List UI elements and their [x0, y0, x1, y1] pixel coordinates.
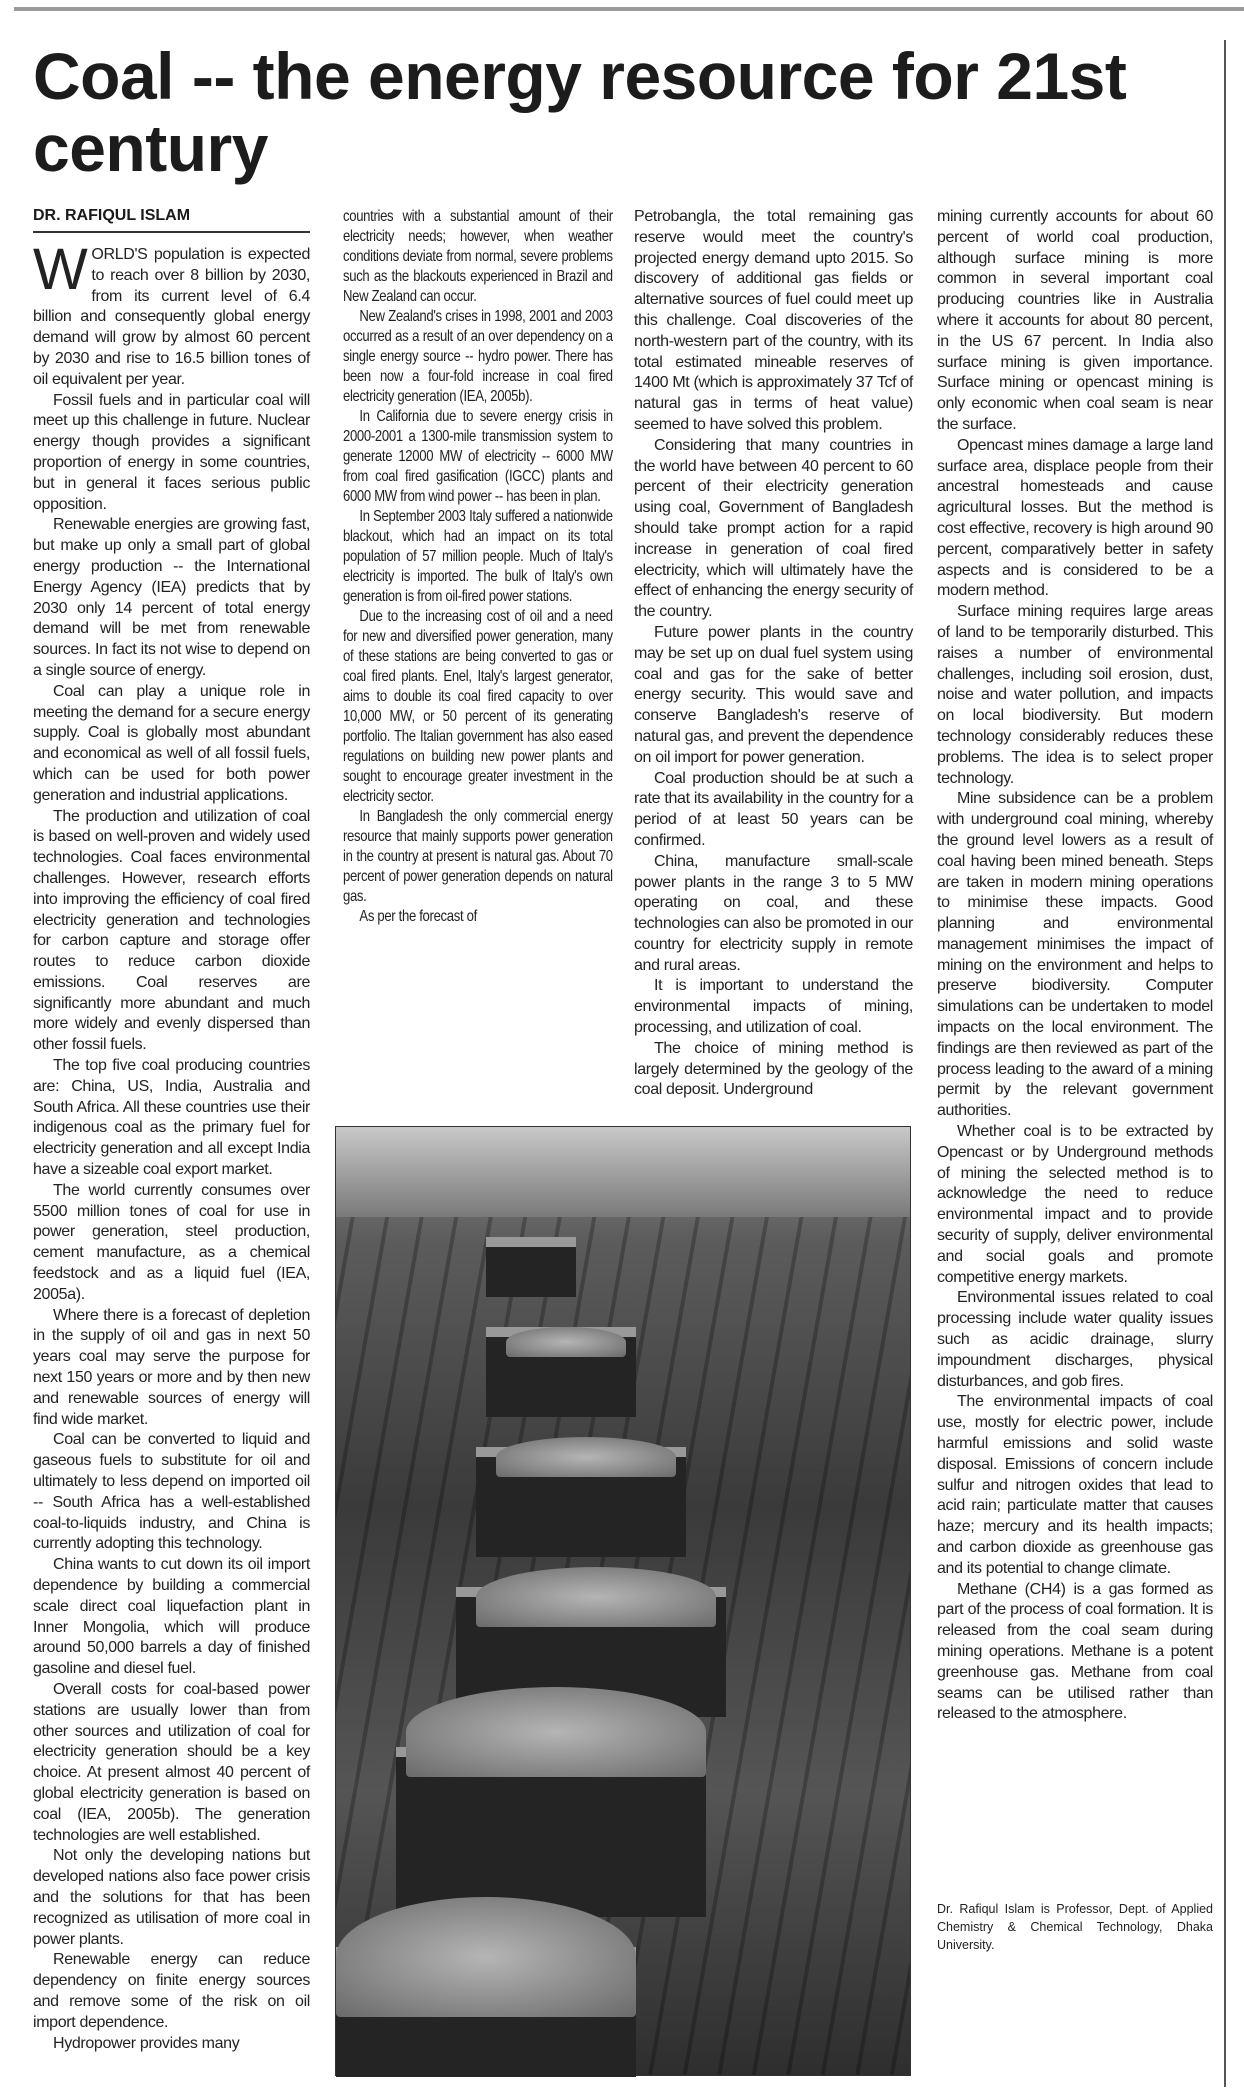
paragraph-text: The top five coal producing countries are: China, US, India, Australia and South Africa. All these countries use their indigenous coal as the primary fuel for electricity generation and all except India have a sizeable coal export market.: [33, 1057, 310, 1179]
paragraph: [343, 607, 613, 807]
paragraph: [33, 1846, 310, 1950]
article-column-4: [937, 207, 1213, 1725]
paragraph: [634, 769, 913, 852]
paragraph-text: Whether coal is to be extracted by Opencast or by Underground methods of mining the selected method is to acknowledge the need to reduce environmental impact and to provide security of supply, deliver environmental and social goals and promote competitive energy markets.: [937, 1123, 1213, 1286]
paragraph-text: New Zealand's crises in 1998, 2001 and 2003 occurred as a result of an over dependency on a single energy source -- hydro power. There has been now a four-fold increase in coal fired electricity generation (IEA, 2005b).: [343, 308, 613, 405]
paragraph-text: China wants to cut down its oil import dependence by building a commercial scale direct coal liquefaction plant in Inner Mongolia, which will produce around 50,000 barrels a day of finished gasoline and diesel fuel.: [33, 1556, 310, 1678]
paragraph-text: Petrobangla, the total remaining gas reserve would meet the country's projected energy demand upto 2015. So discovery of additional gas fields or alternative sources of fuel could meet up this challenge. Coal discoveries of the north-western part of the country, with its total estimated mineable reserves of 1400 Mt (which is approximately 37 Tcf of natural gas in terms of heat value) seemed to have solved this problem.: [634, 208, 913, 433]
paragraph-text: As per the forecast of: [359, 908, 477, 925]
paragraph: [343, 407, 613, 507]
paragraph: [937, 1392, 1213, 1579]
paragraph-text: countries with a substantial amount of their electricity needs; however, when weather conditions deviate from normal, severe problems such as the blackouts experienced in Brazil and New Zealand can occur.: [343, 208, 613, 305]
paragraph: [343, 807, 613, 907]
paragraph: [33, 1181, 310, 1306]
paragraph: [33, 1680, 310, 1846]
paragraph-text: The environmental impacts of coal use, mostly for electric power, include harmful emissions and solid waste disposal. Emissions of concern include sulfur and nitrogen oxides that lead to acid rain; particulate matter that causes haze; mercury and its health impacts; and carbon dioxide as greenhouse gas and its potential to change climate.: [937, 1393, 1213, 1577]
paragraph-text: In Bangladesh the only commercial energy resource that mainly supports power generation in the country at present is natural gas. About 70 percent of power generation depends on natural gas.: [343, 808, 613, 905]
paragraph-text: Hydropower provides many: [53, 2034, 240, 2052]
paragraph: [937, 207, 1213, 436]
paragraph-text: Environmental issues related to coal processing include water quality issues such as acidic drainage, slurry impoundment discharges, physical disturbances, and gob fires.: [937, 1289, 1213, 1390]
paragraph: [634, 976, 913, 1038]
paragraph: [937, 1288, 1213, 1392]
byline: DR. RAFIQUL ISLAM: [33, 207, 310, 233]
paragraph: [937, 789, 1213, 1122]
paragraph: [33, 682, 310, 807]
paragraph: [937, 1122, 1213, 1288]
paragraph: [33, 1056, 310, 1181]
paragraph-text: Methane (CH4) is a gas formed as part of the process of coal formation. It is released from the coal seam during mining operations. Methane is a potent greenhouse gas. Methane from coal seams can be utilised rather than released to the atmosphere.: [937, 1580, 1213, 1723]
paragraph-text: Due to the increasing cost of oil and a need for new and diversified power generation, many of these stations are being converted to gas or coal fired plants. Enel, Italy's largest generator, aims to double its coal fired capacity to over 10,000 MW, or 50 percent of its generating portfolio. The Italian government has also eased regulations on building new power plants and sought to encourage greater investment in the electricity sector.: [343, 608, 613, 805]
paragraph-text: Renewable energies are growing fast, but make up only a small part of global energy production -- the International Energy Agency (IEA) predicts that by 2030 only 14 percent of total energy demand will be met from renewable sources. In fact its not wise to depend on a single source of energy.: [33, 516, 310, 679]
paragraph-text: China, manufacture small-scale power plants in the range 3 to 5 MW operating on coal, and these technologies can also be promoted in our country for electricity supply in remote and rural areas.: [634, 852, 913, 974]
paragraph: [343, 507, 613, 607]
paragraph-text: ORLD'S population is expected to reach over 8 billion by 2030, from its current level of 6.4 billion and consequently global energy demand will grow by almost 60 percent by 2030 and rise to 16.5 billion tones of oil equivalent per year.: [33, 246, 310, 388]
paragraph: [634, 623, 913, 769]
paragraph-text: Mine subsidence can be a problem with underground coal mining, whereby the ground level lowers as a result of coal having been mined beneath. Steps are taken in modern mining operations to minimise these impacts. Good planning and environmental management minimises the impact of mining on the environment and helps to preserve biodiversity. Computer simulations can be undertaken to model impacts on the local environment. The findings are then reviewed as part of the process leading to the award of a mining permit by the relevant government authorities.: [937, 790, 1213, 1120]
paragraph: [937, 436, 1213, 602]
coal-train-photo: [335, 1126, 911, 2076]
paragraph-text: Coal production should be at such a rate that its availability in the country for a period of at least 50 years can be confirmed.: [634, 769, 913, 849]
headline: Coal -- the energy resource for 21st century: [33, 39, 1127, 185]
paragraph: [33, 1430, 310, 1555]
paragraph: [33, 237, 310, 391]
paragraph: [634, 1039, 913, 1101]
paragraph: [33, 2034, 310, 2055]
paragraph-text: It is important to understand the environmental impacts of mining, processing, and utilization of coal.: [634, 977, 913, 1037]
column-divider: [1224, 40, 1226, 2087]
paragraph-text: Considering that many countries in the world have between 40 percent to 60 percent of their electricity generation using coal, Government of Bangladesh should take prompt action for a rapid increase in generation of coal fired electricity, which will ultimately have the effect of enhancing the energy security of the country.: [634, 436, 913, 621]
paragraph: [33, 391, 310, 516]
paragraph-text: Renewable energy can reduce dependency on finite energy sources and remove some of the risk on oil import dependence.: [33, 1951, 310, 2031]
paragraph-text: Coal can play a unique role in meeting the demand for a secure energy supply. Coal is globally most abundant and economical as well of all fossil fuels, which can be used for both power generation and industrial applications.: [33, 682, 310, 804]
paragraph: [343, 207, 613, 307]
paragraph: [33, 807, 310, 1057]
paragraph: [33, 1306, 310, 1431]
drop-cap: W: [33, 237, 88, 302]
paragraph: [33, 1950, 310, 2033]
paragraph-text: The choice of mining method is largely determined by the geology of the coal deposit. Underground: [634, 1039, 913, 1099]
paragraph-text: The world currently consumes over 5500 million tones of coal for use in power generation, steel production, cement manufacture, as a chemical feedstock and as a liquid fuel (IEA, 2005a).: [33, 1181, 310, 1303]
article-column-2: [343, 207, 613, 927]
paragraph: [634, 852, 913, 977]
paragraph-text: In California due to severe energy crisis in 2000-2001 a 1300-mile transmission system to generate 12000 MW of electricity -- 6000 MW from coal fired gasification (IGCC) plants and 6000 MW from wind power -- has been in plan.: [343, 408, 613, 505]
paragraph: [343, 907, 613, 927]
paragraph: [634, 436, 913, 623]
paragraph: [937, 1580, 1213, 1726]
paragraph-text: In September 2003 Italy suffered a nationwide blackout, which had an impact on its total population of 57 million people. Much of Italy's electricity is imported. The bulk of Italy's own generation is from oil-fired power stations.: [343, 508, 613, 605]
paragraph-text: Surface mining requires large areas of land to be temporarily disturbed. This raises a number of environmental challenges, including soil erosion, dust, noise and water pollution, and impacts on local biodiversity. But modern technology considerably reduces these problems. The idea is to select proper technology.: [937, 603, 1213, 787]
paragraph-text: mining currently accounts for about 60 percent of world coal production, although surface mining is more common in several important coal producing countries like in Australia where it accounts for about 80 percent, in the US 67 percent. In India also surface mining is given importance. Surface mining or opencast mining is only economic when coal seam is near the surface.: [937, 208, 1213, 433]
paragraph: [33, 515, 310, 681]
paragraph: [33, 1555, 310, 1680]
paragraph-text: Coal can be converted to liquid and gaseous fuels to substitute for oil and ultimately to less depend on imported oil -- South Africa has a well-established coal-to-liquids industry, and China is currently adopting this technology.: [33, 1431, 310, 1553]
author-note: Dr. Rafiqul Islam is Professor, Dept. of Applied Chemistry & Chemical Technology, Dhaka University.: [937, 1902, 1213, 1952]
top-rule: [14, 7, 1244, 11]
article-column-1: [33, 237, 310, 2054]
paragraph: [343, 307, 613, 407]
paragraph-text: Future power plants in the country may be set up on dual fuel system using coal and gas for the sake of better energy security. This would save and conserve Bangladesh's reserve of natural gas, and prevent the dependence on oil import for power generation.: [634, 623, 913, 766]
paragraph-text: Where there is a forecast of depletion in the supply of oil and gas in next 50 years coal may serve the purpose for next 150 years or more and by then new and renewable sources of energy will find wide market.: [33, 1306, 310, 1428]
paragraph: [937, 602, 1213, 789]
paragraph-text: Fossil fuels and in particular coal will meet up this challenge in future. Nuclear energy though provides a significant proportion of energy in some countries, but in general it faces serious public opposition.: [33, 391, 310, 513]
paragraph-text: Opencast mines damage a large land surface area, displace people from their ancestral homesteads and cause agricultural losses. But the method is cost effective, recovery is high around 90 percent, comparatively better in safety aspects and is considered to be a modern method.: [937, 436, 1213, 600]
paragraph-text: Overall costs for coal-based power stations are usually lower than from other sources and utilization of coal for electricity generation should be a key choice. At present almost 40 percent of global electricity generation is based on coal (IEA, 2005b). The generation technologies are well established.: [33, 1680, 310, 1844]
article-column-3: [634, 207, 913, 1101]
paragraph: [634, 207, 913, 436]
paragraph-text: Not only the developing nations but developed nations also face power crisis and the solutions for that has been recognized as utilisation of more coal in power plants.: [33, 1847, 310, 1948]
paragraph-text: The production and utilization of coal is based on well-proven and widely used technologies. Coal faces environmental challenges. However, research efforts into improving the efficiency of coal fired electricity generation and technologies for carbon capture and storage offer routes to reduce carbon dioxide emissions. Coal reserves are significantly more abundant and much more widely and evenly dispersed than other fossil fuels.: [33, 807, 310, 1054]
